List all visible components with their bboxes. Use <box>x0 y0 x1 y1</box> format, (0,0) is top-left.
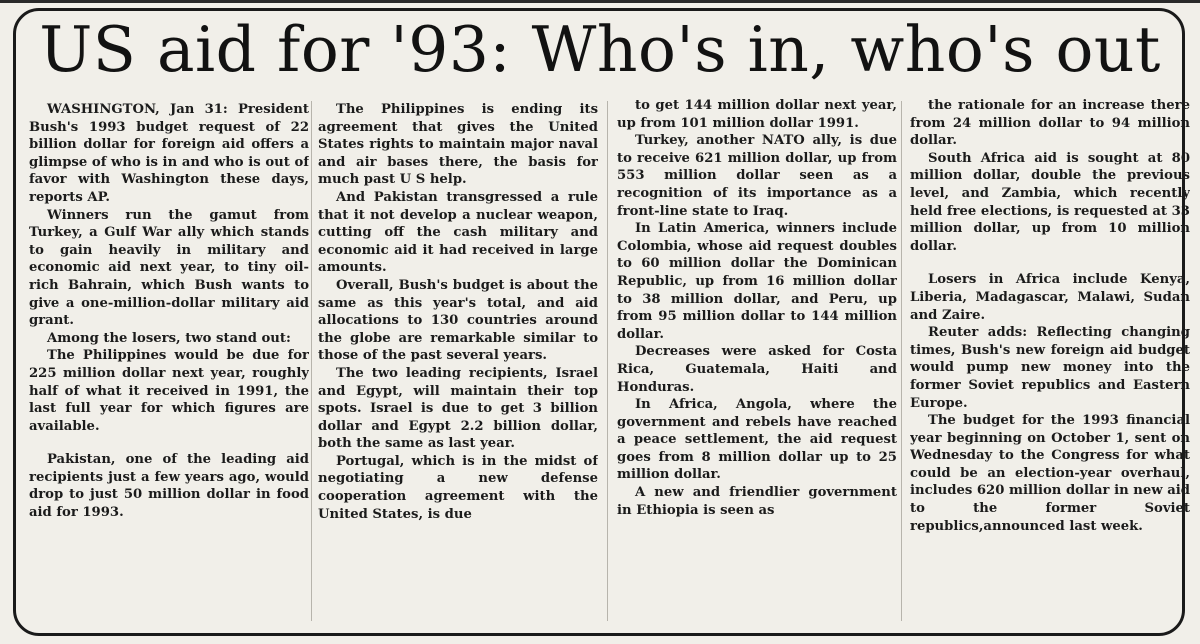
paragraph: In Africa, Angola, where the government and rebels have reached a peace settlement, the aid request goes from 8 million dollar up to 25 million dollar. <box>617 397 897 483</box>
article-column-1 <box>29 101 309 626</box>
paragraph: And Pakistan transgressed a rule that it not develop a nuclear weapon, cutting off the cash military and economic aid it had received in large amounts. <box>318 189 598 276</box>
paragraph: the rationale for an increase there from 24 million dollar to 94 million dollar. <box>910 98 1190 149</box>
paragraph: Winners run the gamut from Turkey, a Gulf War ally which stands to gain heavily in military and economic aid next year, to tiny oil-rich Bahrain, which Bush wants to give a one-million-dollar military aid grant. <box>29 207 309 329</box>
paragraph: Turkey, another NATO ally, is due to receive 621 million dollar, up from 553 million dollar seen as a recognition of its importance as a front-line state to Iraq. <box>617 133 897 219</box>
column-divider <box>311 101 312 621</box>
paragraph: South Africa aid is sought at 80 million dollar, double the previous level, and Zambia, which recently held free elections, is requested at 33 million dollar, up from 10 million dollar. <box>910 150 1190 254</box>
paragraph: A new and friendlier government in Ethiopia is seen as <box>617 485 897 518</box>
paragraph: Losers in Africa include Kenya, Liberia, Madagascar, Malawi, Sudan and Zaire. <box>910 272 1190 323</box>
paragraph: to get 144 million dollar next year, up from 101 million dollar 1991. <box>617 98 897 131</box>
paragraph: Pakistan, one of the leading aid recipients just a few years ago, would drop to just 50 million dollar in food aid for 1993. <box>29 452 309 521</box>
paragraph: The Philippines is ending its agreement that gives the United States rights to maintain major naval and air bases there, the basis for much past U S help. <box>318 102 598 188</box>
paragraph: Reuter adds: Reflecting changing times, Bush's new foreign aid budget would pump new money into the former Soviet republics and Eastern Europe. <box>910 325 1190 411</box>
article-column-4 <box>910 97 1190 626</box>
top-rule <box>0 0 1200 3</box>
paragraph: Among the losers, two stand out: <box>47 330 291 346</box>
paragraph: Portugal, which is in the midst of negotiating a new defense cooperation agreement with the United States, is due <box>318 453 598 522</box>
paragraph: WASHINGTON, Jan 31: President Bush's 1993 budget request of 22 billion dollar for foreign aid offers a glimpse of who is in and who is out of favor with Washington these days, reports AP. <box>29 102 309 205</box>
paragraph: In Latin America, winners include Colombia, whose aid request doubles to 60 million dollar the Dominican Republic, up from 16 million dollar to 38 million dollar, and Peru, up from 95 million dollar to 144 million dollar. <box>617 221 897 342</box>
paragraph: Decreases were asked for Costa Rica, Guatemala, Haiti and Honduras. <box>617 344 897 395</box>
paragraph: The Philippines would be due for 225 million dollar next year, roughly half of what it received in 1991, the last full year for which figures are available. <box>29 348 309 434</box>
column-divider <box>607 101 608 621</box>
headline: US aid for '93: Who's in, who's out <box>39 13 1161 86</box>
article-column-2 <box>318 101 598 626</box>
column-divider <box>901 101 902 621</box>
paragraph: The two leading recipients, Israel and Egypt, will maintain their top spots. Israel is due to get 3 billion dollar and Egypt 2.2 billion dollar, both the same as last year. <box>318 365 598 452</box>
article-column-3 <box>617 97 897 626</box>
paragraph: The budget for the 1993 financial year beginning on October 1, sent on Wednesday to the Congress for what could be an election-year overhaul, includes 620 million dollar in new aid to the former Soviet republics,announced last week. <box>910 413 1190 534</box>
paragraph: Overall, Bush's budget is about the same as this year's total, and aid allocations to 130 countries around the globe are remarkable similar to those of the past several years. <box>318 277 598 364</box>
